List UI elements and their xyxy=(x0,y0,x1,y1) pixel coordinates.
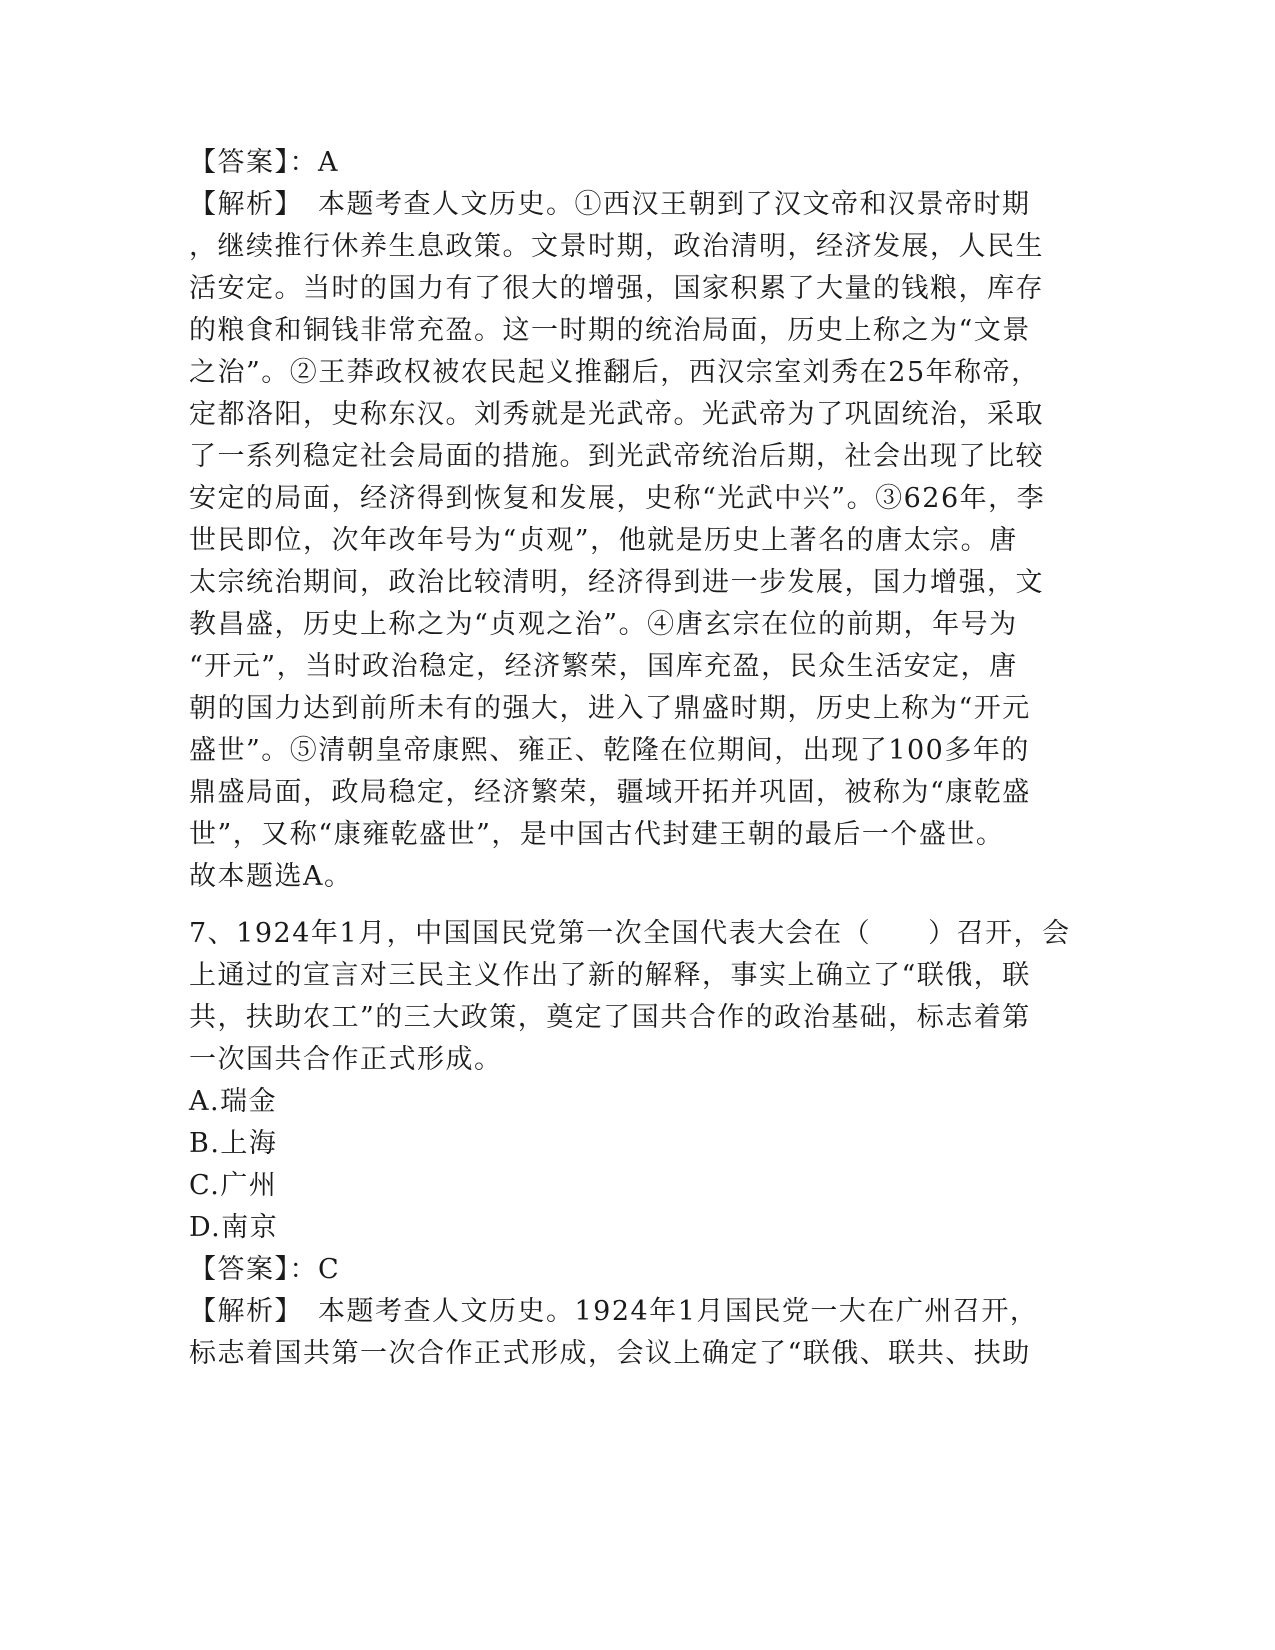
analysis-line: 活安定。当时的国力有了很大的增强，国家积累了大量的钱粮，库存 xyxy=(189,273,1044,304)
analysis-line: 【解析】 本题考查人文历史。1924年1月国民党一大在广州召开， xyxy=(189,1296,1039,1327)
question-stem-line: 上通过的宣言对三民主义作出了新的解释，事实上确立了“联俄，联 xyxy=(189,960,1031,991)
analysis-line: 盛世”。⑤清朝皇帝康熙、雍正、乾隆在位期间，出现了100多年的 xyxy=(189,735,1030,766)
analysis-line: 的粮食和铜钱非常充盈。这一时期的统治局面，历史上称之为“文景 xyxy=(189,315,1031,346)
analysis-line: ，继续推行休养生息政策。文景时期，政治清明，经济发展，人民生 xyxy=(189,231,1044,262)
option-b: B.上海 xyxy=(189,1128,278,1159)
question-stem-line: 7、1924年1月，中国国民党第一次全国代表大会在（ ）召开，会 xyxy=(189,918,1071,949)
analysis-line: 朝的国力达到前所未有的强大，进入了鼎盛时期，历史上称为“开元 xyxy=(189,693,1031,724)
analysis-line: 世民即位，次年改年号为“贞观”，他就是历史上著名的唐太宗。唐 xyxy=(189,525,1018,556)
answer-line: 【答案】：C xyxy=(189,1254,341,1285)
analysis-line: 太宗统治期间，政治比较清明，经济得到进一步发展，国力增强，文 xyxy=(189,567,1044,598)
answer-line: 【答案】：A xyxy=(189,147,339,178)
analysis-line: 安定的局面，经济得到恢复和发展，史称“光武中兴”。③626年，李 xyxy=(189,483,1046,514)
analysis-line: 故本题选A。 xyxy=(189,861,353,892)
analysis-line: 教昌盛，历史上称之为“贞观之治”。④唐玄宗在位的前期，年号为 xyxy=(189,609,1018,640)
option-d: D.南京 xyxy=(189,1212,279,1243)
analysis-line: 标志着国共第一次合作正式形成，会议上确定了“联俄、联共、扶助 xyxy=(189,1338,1031,1369)
question-stem-line: 一次国共合作正式形成。 xyxy=(189,1044,503,1075)
analysis-line: 鼎盛局面，政局稳定，经济繁荣，疆域开拓并巩固，被称为“康乾盛 xyxy=(189,777,1031,808)
analysis-line: 了一系列稳定社会局面的措施。到光武帝统治后期，社会出现了比较 xyxy=(189,441,1044,472)
analysis-line: 之治”。②王莽政权被农民起义推翻后，西汉宗室刘秀在25年称帝， xyxy=(189,357,1040,388)
option-a: A.瑞金 xyxy=(189,1086,278,1117)
question-stem-line: 共，扶助农工”的三大政策，奠定了国共合作的政治基础，标志着第 xyxy=(189,1002,1031,1033)
option-c: C.广州 xyxy=(189,1170,278,1201)
analysis-line: 定都洛阳，史称东汉。刘秀就是光武帝。光武帝为了巩固统治，采取 xyxy=(189,399,1044,430)
analysis-line: 【解析】 本题考查人文历史。①西汉王朝到了汉文帝和汉景帝时期 xyxy=(189,189,1031,220)
analysis-line: 世”，又称“康雍乾盛世”，是中国古代封建王朝的最后一个盛世。 xyxy=(189,819,1005,850)
analysis-line: “开元”，当时政治稳定，经济繁荣，国库充盈，民众生活安定，唐 xyxy=(189,651,1018,682)
